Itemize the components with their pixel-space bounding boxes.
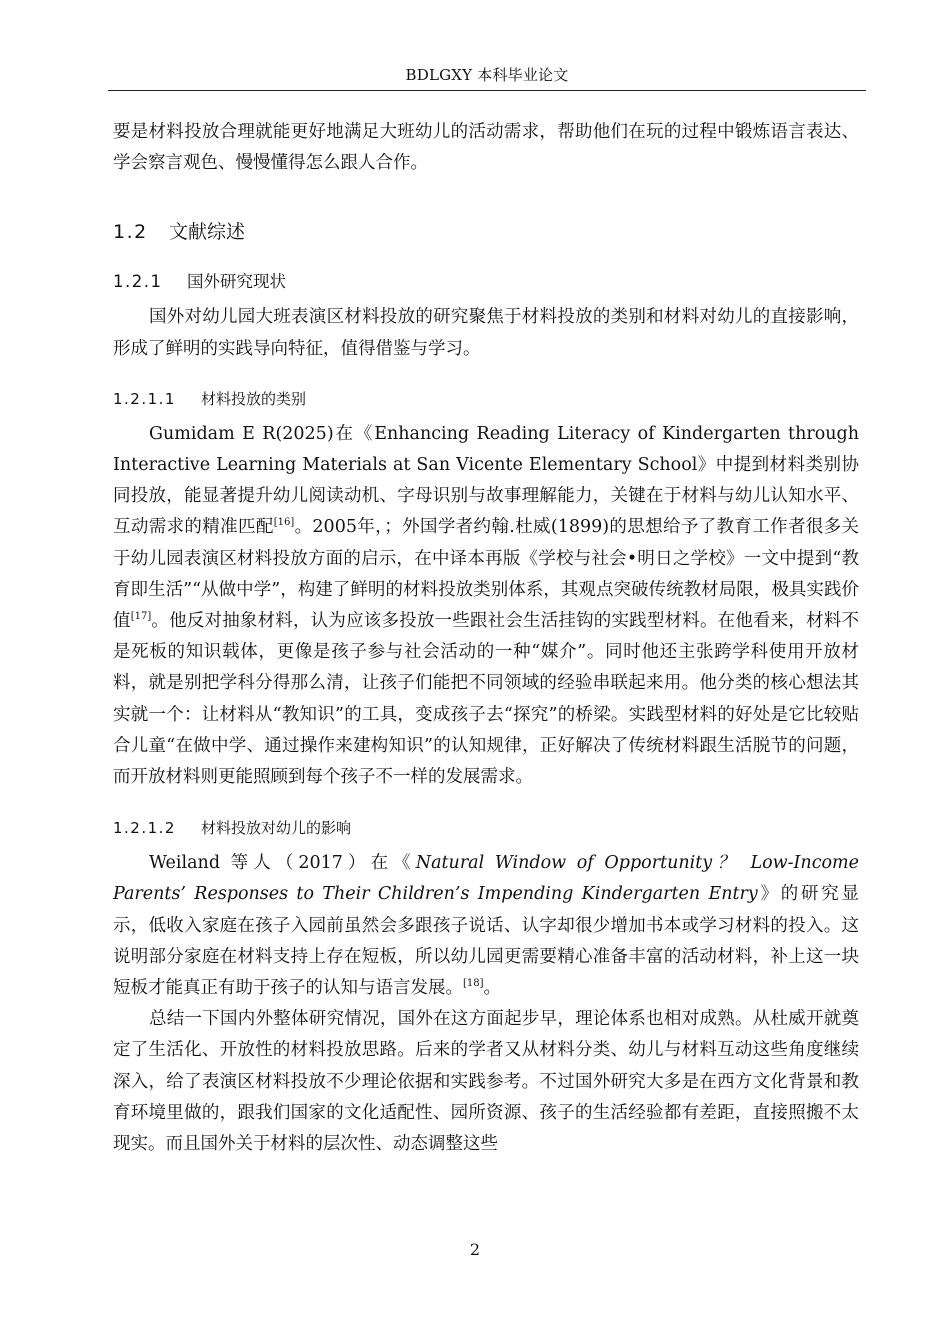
cited-title: Natural Window of Opportunity？ Low-Income Parents’ Responses to Their Children’s Impending Kindergarten Entry	[113, 853, 859, 905]
paragraph-text: 。	[483, 978, 502, 999]
page-number: 2	[469, 1240, 481, 1259]
intro-paragraph: 要是材料投放合理就能更好地满足大班幼儿的活动需求，帮助他们在玩的过程中锻炼语言表达、学会察言观色、慢慢懂得怎么跟人合作。	[113, 122, 859, 174]
citation-17: [17]	[130, 611, 152, 623]
paragraph-text: 。2005年，；外国学者约翰.杜威(1899)的思想给予了教育工作者很多关于幼儿园表演区材料投放方面的启示，在中译本再版《学校与社会•明日之学校》一文中提到“教育即生活”“从做中学”，构建了鲜明的材料投放类别体系，其观点突破传统教材局限，极具实践价值	[113, 517, 859, 632]
material-categories-paragraph	[113, 419, 859, 793]
summary-paragraph: 总结一下国内外整体研究情况，国外在这方面起步早，理论体系也相对成熟。从杜威开就奠定了生活化、开放性的材料投放思路。后来的学者又从材料分类、幼儿与材料互动这些角度继续深入，给了表演区材料投放不少理论依据和实践参考。不过国外研究大多是在西方文化背景和教育环境里做的，跟我们国家的文化适配性、园所资源、孩子的生活经验都有差距，直接照搬不太现实。而且国外关于材料的层次性、动态调整这些	[113, 1009, 859, 1155]
page-content	[113, 117, 859, 1160]
section-number: 1.2.1.1	[113, 389, 176, 408]
foreign-research-paragraph: 国外对幼儿园大班表演区材料投放的研究聚焦于材料投放的类别和材料对幼儿的直接影响，形成了鲜明的实践导向特征，值得借鉴与学习。	[113, 307, 859, 359]
paragraph-text: 。他反对抽象材料，认为应该多投放一些跟社会生活挂钩的实践型材料。在他看来，材料不是死板的知识载体，更像是孩子参与社会活动的一种“媒介”。同时他还主张跨学科使用开放材料，就是别把学科分得那么清，让孩子们能把不同领域的经验串联起来用。他分类的核心想法其实就一个：让材料从“教知识”的工具，变成孩子去“探究”的桥梁。实践型材料的好处是它比较贴合儿童“在做中学、通过操作来建构知识”的认知规律，正好解决了传统材料跟生活脱节的问题，而开放材料则更能照顾到每个孩子不一样的发展需求。	[113, 611, 860, 788]
paragraph-text: Gumidam E R(2025)在《Enhancing Reading Literacy of Kindergarten through Interactive Learning Materials at San Vicente Elementary School》中提到材料类别协同投放，能显著提升幼儿阅读动机、字母识别与故事理解能力，关键在于材料与幼儿认知水平、互动需求的精准匹配	[113, 423, 859, 538]
section-heading-1-2	[113, 217, 859, 247]
paragraph-text: Weiland 等人（2017）在《	[149, 853, 416, 874]
section-heading-1-2-1-2	[113, 813, 859, 843]
section-heading-1-2-1-1	[113, 384, 859, 414]
section-heading-1-2-1	[113, 267, 859, 297]
section-title: 文献综述	[169, 221, 246, 244]
section-title: 材料投放的类别	[201, 389, 307, 408]
paragraph-text: 》的研究显示，低收入家庭在孩子入园前虽然会多跟孩子说话、认字却很少增加书本或学习材料的投入。这说明部分家庭在材料支持上存在短板，所以幼儿园更需要精心准备丰富的活动材料，补上这一块短板才能真正有助于孩子的认知与语言发展。	[113, 884, 859, 999]
section-number: 1.2.1.2	[113, 819, 176, 838]
section-title: 国外研究现状	[187, 272, 286, 292]
running-header: BDLGXY 本科毕业论文	[405, 66, 569, 84]
section-number: 1.2.1	[113, 272, 163, 292]
section-number: 1.2	[113, 221, 148, 244]
citation-16: [16]	[273, 517, 295, 529]
citation-18: [18]	[463, 978, 484, 990]
material-impact-paragraph	[113, 848, 859, 1004]
header-rule	[108, 90, 866, 91]
section-title: 材料投放对幼儿的影响	[201, 819, 352, 838]
